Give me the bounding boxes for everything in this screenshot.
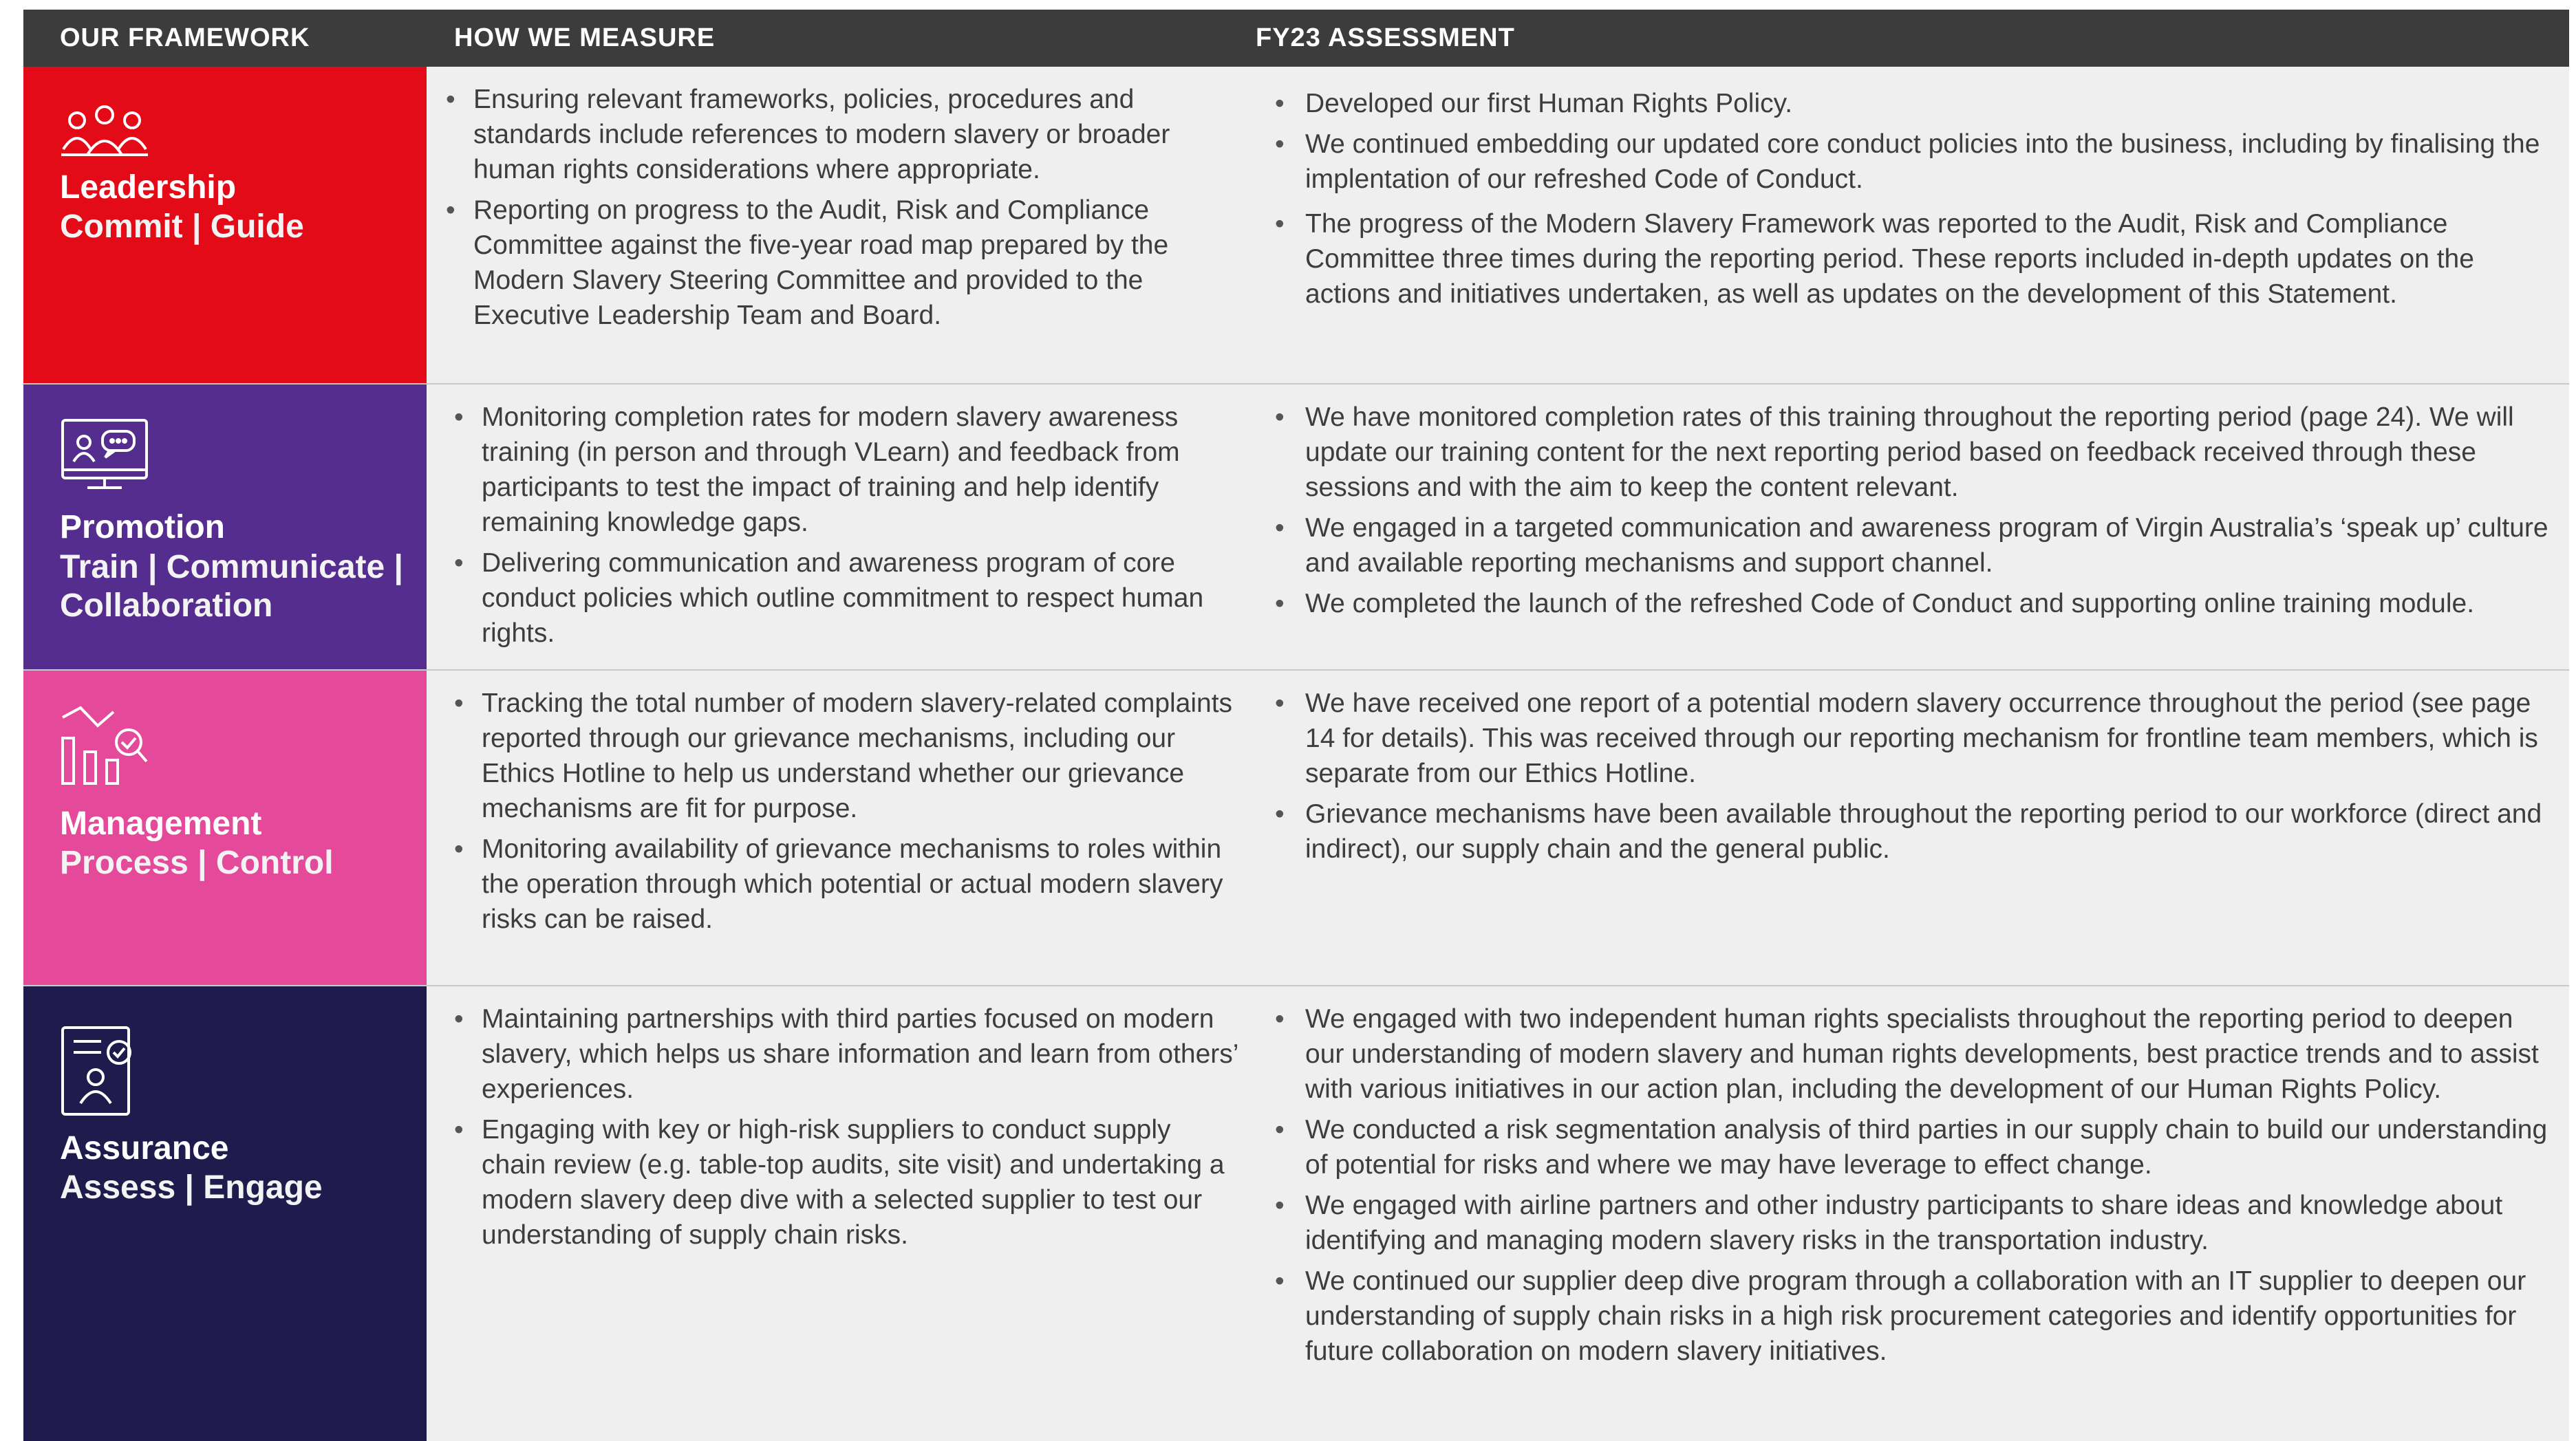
header-framework: OUR FRAMEWORK xyxy=(60,23,310,52)
list-item: • Engaging with key or high-risk suppliers to conduct supply chain review (e.g. table-top audits, site visit) and undertaking a modern slavery deep dive with a selected supplier to test our understanding of supply chain risks. xyxy=(444,1112,1242,1253)
list-item: • The progress of the Modern Slavery Framework was reported to the Audit, Risk and Compliance Committee three times during the reporting period. These reports included in-depth updates on the actions and initiatives undertaken, as well as updates on the development of this Statement. xyxy=(1265,206,2555,312)
list-item: • Tracking the total number of modern slavery-related complaints reported through our grievance mechanisms, including our Ethics Hotline to help us understand whether our grievance mechanisms are fit for purpose. xyxy=(444,686,1242,826)
framework-cell-management xyxy=(23,671,427,985)
chart-search-icon xyxy=(60,704,149,786)
measure-cell xyxy=(427,671,1256,985)
framework-subtitle: Commit | Guide xyxy=(60,208,304,245)
list-item: • We engaged with airline partners and other industry participants to share ideas and knowledge about identifying and managing modern slavery risks in the transportation industry. xyxy=(1265,1188,2555,1258)
assessment-cell xyxy=(1256,671,2569,985)
list-item: • We engaged with two independent human rights specialists throughout the reporting period to deepen our understanding of modern slavery and human rights developments, best practice trends and to assist with various initiatives in our action plan, including the development of our Human Rights Policy. xyxy=(1265,1001,2555,1107)
framework-subtitle: Assess | Engage xyxy=(60,1169,323,1206)
list-item: • Grievance mechanisms have been available throughout the reporting period to our workforce (direct and indirect), our supply chain and the general public. xyxy=(1265,797,2555,867)
list-item: • We conducted a risk segmentation analysis of third parties in our supply chain to build our understanding of potential for risks and where we may have leverage to effect change. xyxy=(1265,1112,2555,1182)
list-item: • We have monitored completion rates of this training throughout the reporting period (page 24). We will update our training content for the next reporting period based on feedback received through these sessions and with the aim to keep the content relevant. xyxy=(1265,400,2555,505)
table-row-management xyxy=(23,669,2569,985)
assessment-cell xyxy=(1256,986,2569,1441)
framework-title: Leadership xyxy=(60,169,237,206)
measure-cell xyxy=(427,986,1256,1441)
framework-cell-promotion xyxy=(23,384,427,669)
framework-table xyxy=(23,10,2569,1441)
framework-subtitle: Train | Communicate | Collaboration xyxy=(60,549,403,624)
list-item: • We completed the launch of the refreshed Code of Conduct and supporting online training module. xyxy=(1265,586,2555,621)
framework-cell-assurance xyxy=(23,986,427,1441)
assessment-cell xyxy=(1256,67,2569,383)
header-measure: HOW WE MEASURE xyxy=(454,23,716,52)
list-item: • We engaged in a targeted communication and awareness program of Virgin Australia’s ‘speak up’ culture and available reporting mechanisms and support channel. xyxy=(1265,510,2555,581)
framework-cell-leadership xyxy=(23,67,427,383)
table-header xyxy=(23,10,2569,67)
framework-title: Assurance xyxy=(60,1130,229,1167)
list-item: • Ensuring relevant frameworks, policies, procedures and standards include references to modern slavery or broader human rights considerations where appropriate. xyxy=(436,82,1242,187)
framework-subtitle: Process | Control xyxy=(60,845,334,881)
assessment-cell xyxy=(1256,384,2569,669)
framework-title: Promotion xyxy=(60,509,225,545)
people-group-icon xyxy=(60,101,149,163)
list-item: • Maintaining partnerships with third parties focused on modern slavery, which helps us share information and learn from others’ experiences. xyxy=(444,1001,1242,1107)
table-row-promotion xyxy=(23,383,2569,669)
list-item: • We have received one report of a potential modern slavery occurrence throughout the period (see page 14 for details). This was received through our reporting mechanism for frontline team members, which is separate from our Ethics Hotline. xyxy=(1265,686,2555,791)
clipboard-check-icon xyxy=(60,1021,136,1117)
table-row-leadership xyxy=(23,67,2569,383)
measure-cell xyxy=(427,67,1256,383)
list-item: • Developed our first Human Rights Policy. xyxy=(1265,86,2555,121)
list-item: • Delivering communication and awareness program of core conduct policies which outline commitment to respect human rights. xyxy=(444,545,1242,651)
list-item: • Reporting on progress to the Audit, Risk and Compliance Committee against the five-year road map prepared by the Modern Slavery Steering Committee and provided to the Executive Leadership Team and Board. xyxy=(436,193,1242,333)
framework-title: Management xyxy=(60,805,262,842)
measure-cell xyxy=(427,384,1256,669)
list-item: • Monitoring availability of grievance mechanisms to roles within the operation through which potential or actual modern slavery risks can be raised. xyxy=(444,832,1242,937)
header-assessment: FY23 ASSESSMENT xyxy=(1256,23,1515,52)
list-item: • We continued embedding our updated core conduct policies into the business, including by finalising the implentation of our refreshed Code of Conduct. xyxy=(1265,127,2555,197)
list-item: • Monitoring completion rates for modern slavery awareness training (in person and through VLearn) and feedback from participants to test the impact of training and help identify remaining knowledge gaps. xyxy=(444,400,1242,540)
list-item: • We continued our supplier deep dive program through a collaboration with an IT supplier to deepen our understanding of supply chain risks in a high risk procurement categories and identify opportunities for future collaboration on modern slavery initiatives. xyxy=(1265,1264,2555,1369)
table-row-assurance xyxy=(23,985,2569,1441)
monitor-chat-icon xyxy=(60,418,149,493)
